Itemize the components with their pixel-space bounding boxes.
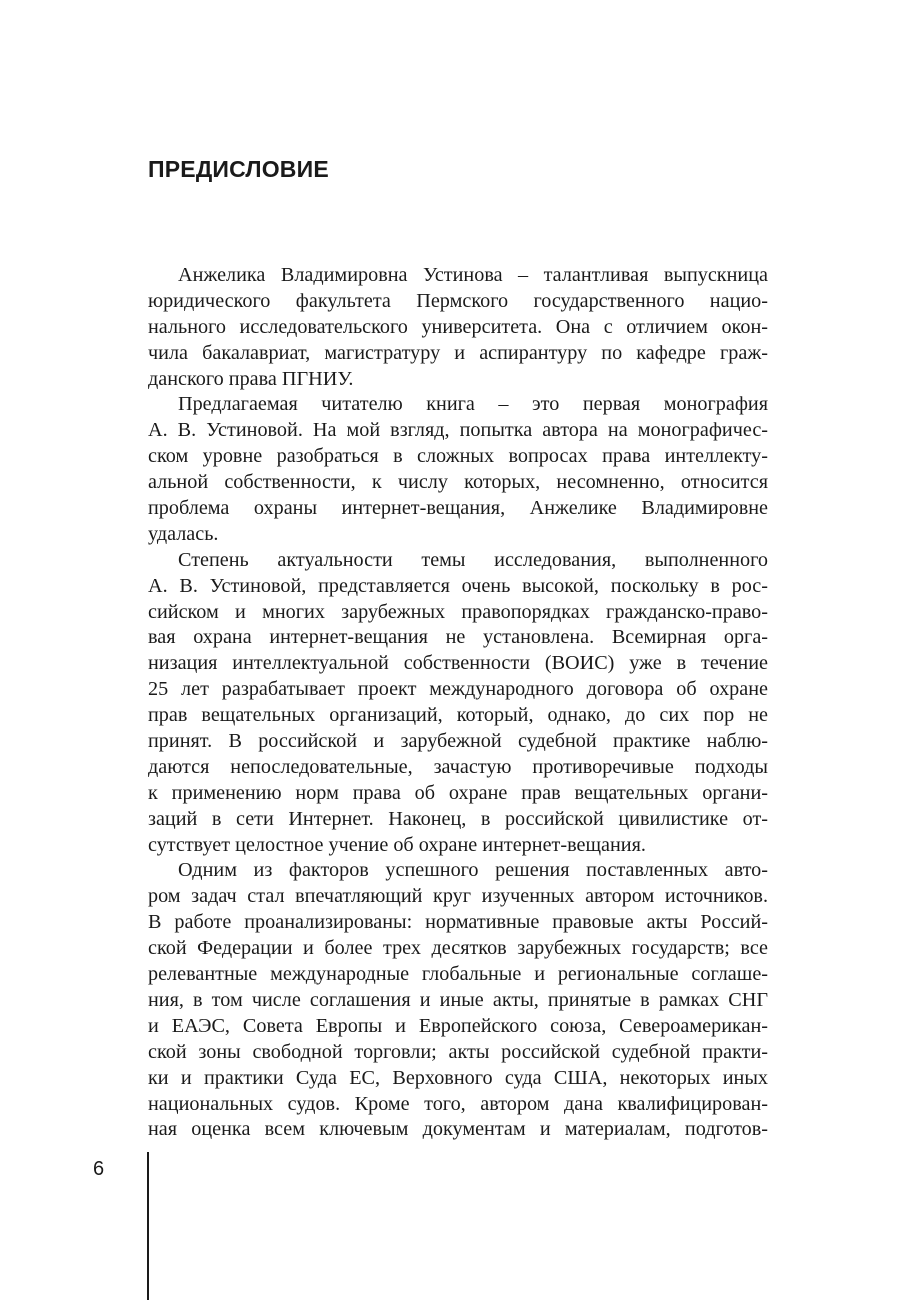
- paragraph: [148, 858, 768, 1143]
- text-line: и ЕАЭС, Совета Европы и Европейского союза, Североамерикан-: [148, 1014, 768, 1037]
- text-line: принят. В российской и зарубежной судебной практике наблю-: [148, 730, 768, 753]
- text-line: данского права ПГНИУ.: [148, 367, 354, 390]
- paragraph: [148, 263, 768, 392]
- text-line: Степень актуальности темы исследования, выполненного: [178, 548, 768, 571]
- text-line: ром задач стал впечатляющий круг изученных автором источников.: [148, 885, 768, 908]
- text-line: ской Федерации и более трех десятков зарубежных государств; все: [148, 937, 768, 960]
- text-line: даются непоследовательные, зачастую противоречивые подходы: [148, 755, 768, 778]
- text-line: ная оценка всем ключевым документам и материалам, подготов-: [148, 1118, 768, 1141]
- page-number: 6: [93, 1158, 105, 1180]
- body-text: [148, 263, 768, 1143]
- text-line: прав вещательных организаций, который, однако, до сих пор не: [148, 704, 768, 727]
- margin-rule: [147, 1152, 149, 1300]
- text-line: к применению норм права об охране прав вещательных органи-: [148, 781, 768, 804]
- text-line: вая охрана интернет-вещания не установлена. Всемирная орга-: [148, 626, 768, 649]
- text-line: заций в сети Интернет. Наконец, в российской цивилистике от-: [148, 807, 768, 830]
- text-line: Предлагаемая читателю книга – это первая монография: [178, 393, 768, 416]
- text-line: нального исследовательского университета. Она с отличием окон-: [148, 315, 768, 338]
- paragraphs: [148, 263, 768, 1143]
- paragraph: [148, 392, 768, 547]
- text-line: 25 лет разрабатывает проект международного договора об охране: [148, 678, 768, 701]
- text-line: А. В. Устиновой. На мой взгляд, попытка автора на монографичес-: [148, 419, 768, 442]
- page-title: ПРЕДИСЛОВИЕ: [148, 156, 329, 182]
- text-line: чила бакалавриат, магистратуру и аспирантуру по кафедре граж-: [148, 341, 768, 364]
- text-line: удалась.: [148, 522, 219, 545]
- text-line: В работе проанализированы: нормативные правовые акты Россий-: [148, 911, 768, 934]
- text-line: низация интеллектуальной собственности (ВОИС) уже в течение: [148, 652, 768, 675]
- text-line: Одним из факторов успешного решения поставленных авто-: [178, 859, 768, 882]
- text-line: ния, в том числе соглашения и иные акты, принятые в рамках СНГ: [148, 988, 768, 1011]
- text-line: ской зоны свободной торговли; акты российской судебной практи-: [148, 1040, 768, 1063]
- text-line: проблема охраны интернет-вещания, Анжелике Владимировне: [148, 497, 768, 520]
- text-line: альной собственности, к числу которых, несомненно, относится: [148, 471, 768, 494]
- text-line: ки и практики Суда ЕС, Верховного суда США, некоторых иных: [148, 1066, 768, 1089]
- text-line: А. В. Устиновой, представляется очень высокой, поскольку в рос-: [148, 574, 768, 597]
- paragraph: [148, 548, 768, 859]
- text-line: ском уровне разобраться в сложных вопросах права интеллекту-: [148, 445, 768, 468]
- text-line: национальных судов. Кроме того, автором дана квалифицирован-: [148, 1092, 768, 1115]
- text-line: сутствует целостное учение об охране интернет-вещания.: [148, 833, 646, 856]
- text-line: юридического факультета Пермского государственного нацио-: [148, 289, 768, 312]
- text-line: Анжелика Владимировна Устинова – талантливая выпускница: [178, 264, 768, 286]
- text-line: сийском и многих зарубежных правопорядках гражданско-право-: [148, 600, 768, 623]
- text-line: релевантные международные глобальные и региональные соглаше-: [148, 963, 768, 986]
